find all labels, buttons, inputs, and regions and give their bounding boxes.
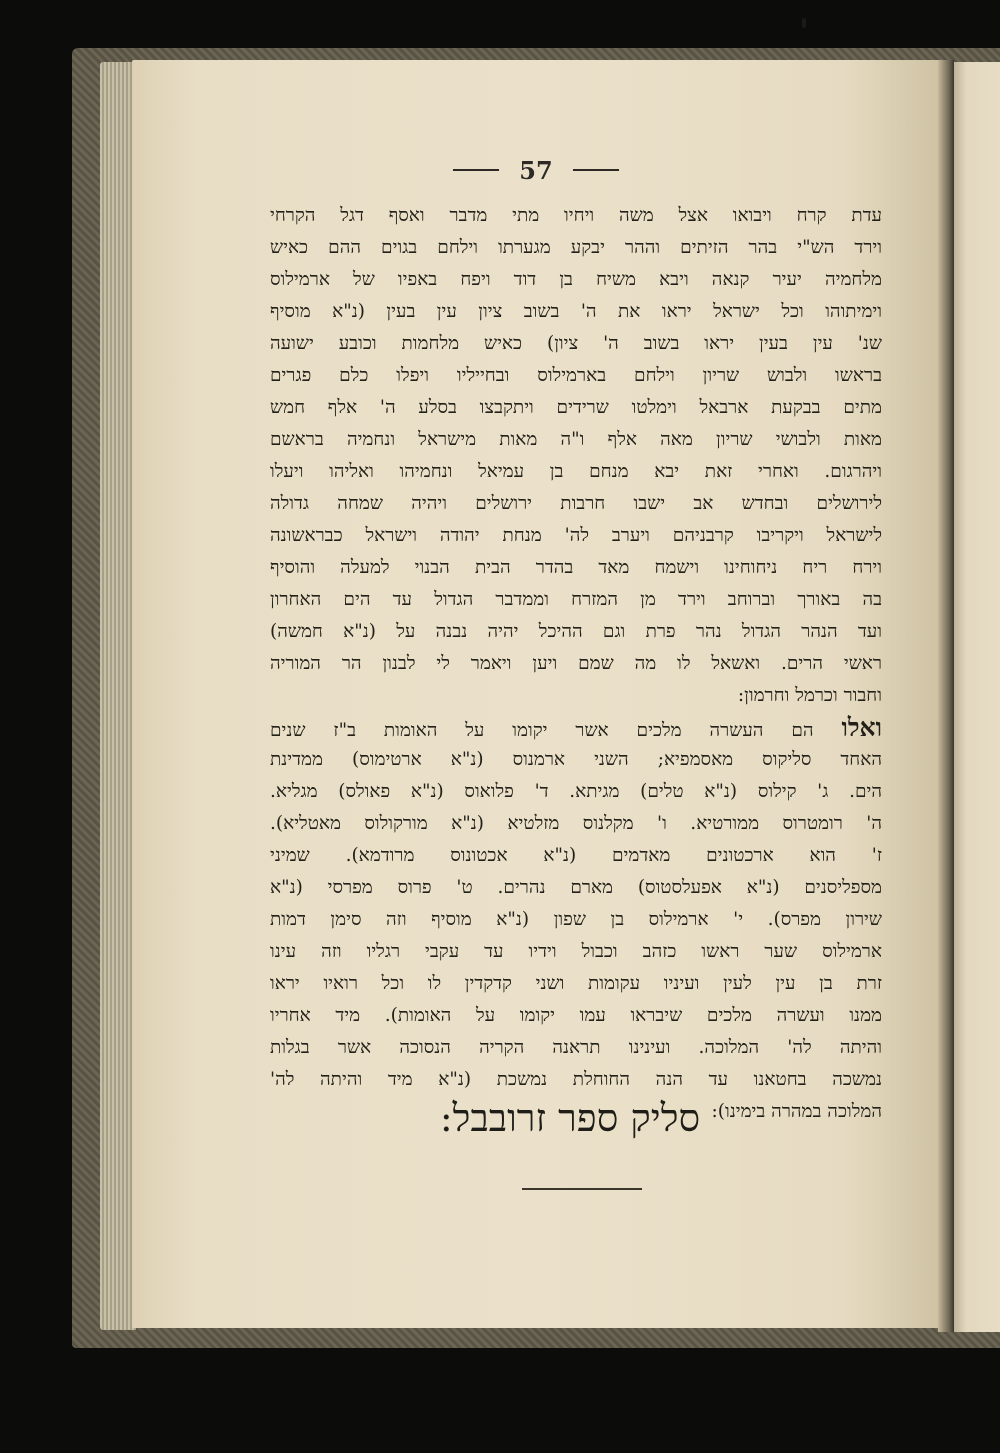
facing-page-edge [952,62,1000,1332]
book-gutter [938,60,954,1332]
text-line: מספליסנים (נ"א אפעלסטוס) מארם נהרים. ט' פרוס מפרסי (נ"א [270,877,882,898]
text-line: הים. ג' קילוס (נ"א טלים) מגיתא. ד' פלואוס (נ"א פאולס) מגליא. [270,781,882,802]
text-line: ממנו ועשרה מלכים שיבראו עמו יקומו על האומות). מיד אחריו [270,1005,882,1026]
section-opening-rest: הם העשרה מלכים אשר יקומו על האומות ב"ז שנים [270,720,842,741]
text-line: והיתה לה' המלוכה. ועינינו תראנה הקריה הנסוכה אשר בגלות [270,1037,882,1058]
text-line: וירח ריח ניחוחינו וישמח מאד בהדר הבית הבנוי למעלה והוסיף [270,557,882,578]
text-line: לישראל ויקריבו קרבניהם ויערב לה' מנחת יהודה וישראל כבראשונה [270,525,882,546]
header-rule-right [573,169,619,171]
end-rule [522,1188,642,1190]
text-line: ארמילוס שער ראשו כזהב וכבול וידיו עד עקבי רגליו וזה עינו [270,941,882,962]
text-line: ועד הנהר הגדול נהר פרת וגם ההיכל יהיה נבנה על (נ"א חמשה) [270,621,882,642]
text-line: מלחמיה יעיר קנאה ויבא משיח בן דוד ויפח באפיו של ארמילוס [270,269,882,290]
text-line: בראשו ולבוש שריון וילחם בארמילוס ובחייליו ויפלו כלם פגרים [270,365,882,386]
header-rule-left [453,169,499,171]
text-line: וחבור וכרמל וחרמון: [737,685,882,706]
text-line: ויהרגום. ואחרי זאת יבא מנחם בן עמיאל ונחמיהו ואליהו ויעלו [270,461,882,482]
page-header [132,150,940,190]
text-line: ה' רומטרוס ממורטיא. ו' מקלנוס מזלטיא (נ"א מורקולוס מאטליא). [270,813,882,834]
text-line: ראשי הרים. ואשאל לו מה שמם ויען ויאמר לי לבנון הר המוריה [270,653,882,674]
text-line: שנ' עין בעין יראו בשוב ה' ציון) כאיש מלחמות וכובע ישועה [270,333,882,354]
text-line: לירושלים ובחדש אב ישבו חרבות ירושלים ויהיה שמחה גדולה [270,493,882,514]
text-line: עדת קרח ויבואו אצל משה ויחיו מתי מדבר ואסף דגל הקרחי [270,205,882,226]
text-line: ז' הוא ארכטונים מאדמים (נ"א אכטונוס מרודמא). שמיני [270,845,882,866]
text-line: שירון מפרס). י' ארמילוס בן שפון (נ"א מוסיף וזה סימן דמות [270,909,882,930]
text-line: נמשכה בחטאנו עד הנה החוחלת נמשכת (נ"א מיד והיתה לה' [270,1069,882,1090]
text-line: המלוכה במהרה בימינו): [711,1101,882,1122]
text-line: וימיתוהו וכל ישראל יראו את ה' בשוב ציון עין בעין (נ"א מוסיף [270,301,882,322]
paper-speck [802,18,806,28]
text-line: האחד סליקוס מאסמפיא; השני ארמנוס (נ"א ארטימוס) ממדינת [270,749,882,770]
page-number: 57 [519,155,553,185]
text-line: זרת בן עין לעין ועיניו עקומות ושני קדקדין לו וכל רואיו יראו [270,973,882,994]
text-line: מתים בבקעת ארבאל וימלטו שרידים ויתקבצו בסלע ה' אלף חמש [270,397,882,418]
colophon: סליק ספר זרובבל: [439,1096,701,1140]
page-edges [100,62,136,1330]
text-line: מאות ולבושי שריון מאה אלף ו"ה מאות מישראל ונחמיה בראשם [270,429,882,450]
text-line: וירד הש"י בהר הזיתים וההר יבקע מגערתו וילחם בגוים ההם כאיש [270,237,882,258]
section-first-word: ואלו [841,713,882,742]
text-line: בה באורך וברוחב וירד מן המזרח וממדבר הגדול עד הים האחרון [270,589,882,610]
section-opening-line [270,712,882,744]
